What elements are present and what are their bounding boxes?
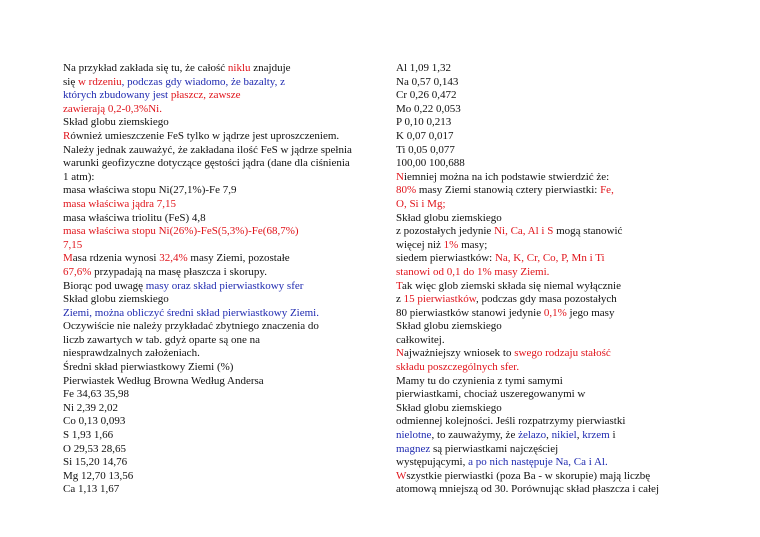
text-line [396,184,696,198]
text-line [63,225,383,239]
text-segment: których zbudowany jest [63,89,171,102]
text-line [396,225,696,239]
text-segment: siedem pierwiastków: [396,252,495,265]
text-line [63,171,383,185]
text-line [396,89,696,103]
text-segment: iemniej można na ich podstawie stwierdzić że: [403,170,610,183]
text-segment: ównież umieszczenie FeS tylko w jądrze jest uproszczeniem. [70,129,340,142]
text-segment: Ca 1,13 1,67 [63,483,120,496]
text-line [63,266,383,280]
text-line [63,198,383,212]
text-segment: 0,1% [543,306,567,319]
text-segment: Fe 34,63 35,98 [63,388,129,401]
text-segment: , to zauważymy, że [431,429,519,442]
text-segment: szystkie pierwiastki (poza Ba - w skorupie) mają liczbę [406,469,651,482]
text-line [63,361,383,375]
text-segment: Skład globu ziemskiego [63,293,169,306]
text-segment: 7,15 [63,238,83,251]
text-line [396,429,696,443]
text-line [396,116,696,130]
text-segment: zawierają 0,2-0,3%Ni. [63,102,162,115]
text-line [63,103,383,117]
text-segment: P 0,10 0,213 [396,116,452,129]
text-segment: masa właściwa jądra 7,15 [63,197,177,210]
text-segment: Al 1,09 1,32 [396,62,451,74]
text-segment: masy Ziemi stanowią cztery pierwiastki: [416,184,601,197]
text-line [63,470,383,484]
text-line [63,116,383,130]
text-segment: się [63,75,78,88]
text-segment: swego rodzaju stałość [514,347,611,360]
text-segment: mogą stanowić [553,225,623,238]
text-segment: krzem [582,429,610,442]
text-line [63,62,383,76]
text-line [396,470,696,484]
text-segment: masa właściwa stopu Ni(27,1%)-Fe 7,9 [63,184,237,197]
text-segment: O, Si i Mg; [396,197,446,210]
text-segment: , [576,429,583,442]
text-segment: jego masy [566,306,615,319]
text-line [396,307,696,321]
text-segment: masy oraz skład pierwiastkowy sfer [145,279,304,292]
text-segment: Mo 0,22 0,053 [396,102,461,115]
text-segment: pierwiastkami, chociaż uszeregowanymi w [396,388,586,401]
text-line [63,293,383,307]
text-segment: Oczywiście nie należy przykładać zbytniego znaczenia do [63,320,319,333]
text-line [396,252,696,266]
text-line [396,76,696,90]
text-segment: Ni 2,39 2,02 [63,401,118,414]
text-segment: 100,00 100,688 [396,157,465,170]
text-line [396,103,696,117]
text-segment: niesprawdzalnych założeniach. [63,347,200,360]
text-segment: Biorąc pod uwagę [63,279,146,292]
text-segment: żelazo [518,429,547,442]
text-line [396,266,696,280]
text-segment: 32,4% [159,252,188,265]
text-segment: znajduje [250,62,291,74]
text-segment: z [396,293,404,306]
text-line [63,443,383,457]
text-line [63,239,383,253]
text-segment: , podczas gdy wiadomo, że bazalty, z [121,75,285,88]
text-line [63,280,383,294]
text-segment: występującymi, [396,456,469,469]
text-line [396,171,696,185]
text-segment: są pierwiastkami najczęściej [430,442,559,455]
text-segment: Fe, [600,184,614,197]
text-line [63,334,383,348]
text-segment: Ziemi, można obliczyć średni skład pierwiastkowy Ziemi. [63,306,319,319]
text-segment: magnez [396,442,431,455]
text-segment: płaszcz, zawsze [170,89,241,102]
text-segment: niklu [227,62,251,74]
text-segment: 80% [396,184,417,197]
text-line [396,361,696,375]
text-segment: , [546,429,552,442]
text-line [396,280,696,294]
text-segment: R [63,129,71,142]
text-segment: K 0,07 0,017 [396,129,454,142]
text-line [396,198,696,212]
text-segment: Co 0,13 0,093 [63,415,126,428]
text-line [63,483,383,497]
text-line [396,388,696,402]
text-segment: T [396,279,402,292]
text-line [63,456,383,470]
text-line [396,320,696,334]
text-segment: nielotne [396,429,432,442]
text-segment: z pozostałych jedynie [396,225,495,238]
text-line [396,239,696,253]
text-line [63,347,383,361]
text-segment: asa rdzenia wynosi [72,252,160,265]
text-segment: masa właściwa triolitu (FeS) 4,8 [63,211,206,224]
text-segment: Skład globu ziemskiego [63,116,169,129]
text-line [63,89,383,103]
text-line [396,443,696,457]
text-line [63,212,383,226]
text-segment: w rdzeniu [77,75,122,88]
text-line [396,415,696,429]
text-segment: Średni skład pierwiastkowy Ziemi (%) [63,361,234,374]
text-line [396,375,696,389]
text-segment: Si 15,20 14,76 [63,456,128,469]
left-text-column [63,62,383,497]
text-segment: odmiennej kolejności. Jeśli rozpatrzymy pierwiastki [396,415,626,428]
text-segment: Skład globu ziemskiego [396,320,502,333]
text-segment: masa właściwa stopu Ni(26%)-FeS(5,3%)-Fe(68,7%) [63,225,299,238]
text-line [396,334,696,348]
text-line [63,252,383,266]
text-segment: 1% [443,238,459,251]
text-segment: Cr 0,26 0,472 [396,89,457,102]
text-line [63,429,383,443]
text-segment: Mg 12,70 13,56 [63,469,134,482]
text-line [396,456,696,470]
text-segment: 1 atm): [63,170,95,183]
text-segment: 67,6% [63,265,92,278]
text-segment: więcej niż [396,238,444,251]
text-line [396,130,696,144]
text-segment: Skład globu ziemskiego [396,401,502,414]
text-segment: przypadają na masę płaszcza i skorupy. [91,265,267,278]
text-segment: Na 0,57 0,143 [396,75,459,88]
text-segment: Na, K, Cr, Co, P, Mn i Ti [494,252,605,265]
text-segment: i [609,429,616,442]
text-line [396,347,696,361]
text-segment: Mamy tu do czynienia z tymi samymi [396,374,563,387]
text-segment: S 1,93 1,66 [63,429,114,442]
text-segment: a po nich następuje Na, Ca i Al. [468,456,608,469]
text-segment: O 29,53 28,65 [63,442,126,455]
text-segment: Na przykład zakłada się tu, że całość [63,62,228,74]
text-segment: Ti 0,05 0,077 [396,143,455,156]
text-segment: liczb zawartych w tab. gdyż oparte są one na [63,333,260,346]
text-line [63,402,383,416]
text-segment: Należy jednak zauważyć, że zakładana ilość FeS w jądrze spełnia [63,143,352,156]
text-line [63,130,383,144]
text-segment: N [396,170,404,183]
text-segment: Ni, Ca, Al i S [494,225,554,238]
text-line [396,293,696,307]
text-segment: atomową mniejszą od 30. Porównując skład płaszcza i całej [396,483,659,496]
text-line [63,184,383,198]
text-segment: warunki geofizyczne dotyczące gęstości jądra (dane dla ciśnienia [63,157,350,170]
text-line [63,307,383,321]
text-line [63,144,383,158]
text-segment: Skład globu ziemskiego [396,211,502,224]
text-segment: nikiel [551,429,577,442]
text-segment: ajważniejszy wniosek to [403,347,515,360]
text-segment: , podczas gdy masa pozostałych [475,293,617,306]
text-segment: Pierwiastek Według Browna Według Andersa [63,374,264,387]
text-line [63,415,383,429]
text-line [63,157,383,171]
text-line [63,388,383,402]
text-line [63,320,383,334]
text-segment: masy; [458,238,488,251]
text-segment: N [396,347,404,360]
text-line [396,483,696,497]
text-segment: 15 pierwiastków [403,293,476,306]
text-segment: M [63,252,73,265]
text-segment: masy Ziemi, pozostałe [187,252,290,265]
text-line [63,375,383,389]
right-text-column [396,62,696,497]
text-segment: stanowi od 0,1 do 1% masy Ziemi. [396,265,550,278]
text-segment: składu poszczególnych sfer. [396,361,520,374]
text-segment: ak więc glob ziemski składa się niemal wyłącznie [401,279,621,292]
text-segment: W [396,469,407,482]
text-line [396,402,696,416]
text-segment: całkowitej. [396,333,445,346]
text-segment: 80 pierwiastków stanowi jedynie [396,306,544,319]
text-line [396,157,696,171]
text-line [396,212,696,226]
text-line [396,62,696,76]
text-line [63,76,383,90]
text-line [396,144,696,158]
